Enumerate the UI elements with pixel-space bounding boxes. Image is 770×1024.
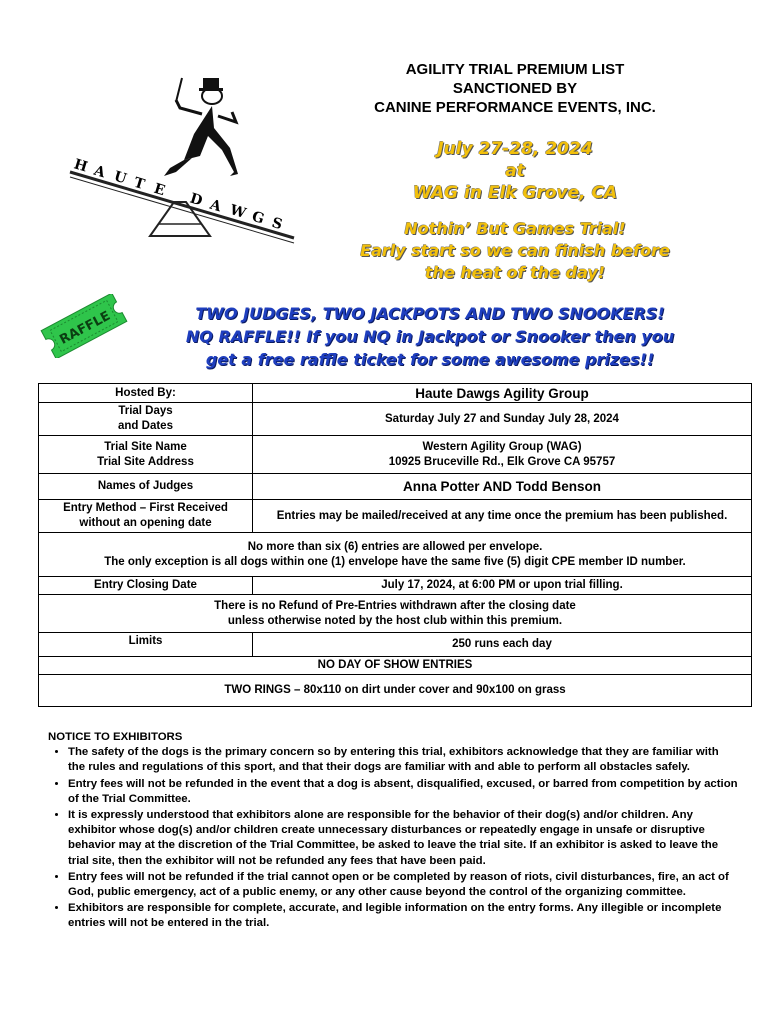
- entry-method-label: [39, 500, 253, 533]
- logo-letter: H: [71, 156, 90, 176]
- tagline: [320, 218, 710, 284]
- table-row: [39, 436, 752, 474]
- list-item: • Entry fees will not be refunded if the trial cannot open or be completed by reason of riots, civil disturbances, fire, an act of God, public emergency, act of a public enemy, or any other cause beyond the control of the organizing committee.: [68, 870, 738, 900]
- rings-info: TWO RINGS – 80x110 on dirt under cover and 90x100 on grass: [39, 675, 752, 707]
- trial-site-address: 10925 Bruceville Rd., Elk Grove CA 95757: [388, 455, 616, 468]
- no-day-of-show: NO DAY OF SHOW ENTRIES: [39, 657, 752, 675]
- raffle-ticket-icon: [36, 294, 132, 358]
- haute-dawgs-logo: [62, 64, 302, 246]
- table-row: [39, 474, 752, 500]
- list-item: • The safety of the dogs is the primary concern so by entering this trial, exhibitors acknowledge that they are familiar with the rules and regulations of this sport, and that their dogs are familiar with and able to perform all obstacles safely.: [68, 745, 738, 775]
- hosted-by-value: Haute Dawgs Agility Group: [253, 384, 752, 403]
- table-row: [39, 657, 752, 675]
- logo-letter: D: [187, 190, 205, 210]
- entry-method-label-line1: Entry Method – First Received: [63, 502, 228, 514]
- hosted-by-label: Hosted By:: [39, 384, 253, 403]
- entry-method-label-line2: without an opening date: [79, 517, 212, 529]
- table-row: [39, 577, 752, 595]
- envelope-rule-line2: The only exception is all dogs within one (1) envelope have the same five (5) digit CPE member ID number.: [104, 555, 686, 568]
- table-row: [39, 384, 752, 403]
- limits-value: 250 runs each day: [253, 633, 752, 657]
- premium-header: [340, 60, 690, 117]
- tagline-line-1: Nothin’ But Games Trial!: [404, 219, 626, 238]
- header-line-3: CANINE PERFORMANCE EVENTS, INC.: [374, 99, 656, 116]
- event-venue: WAG in Elk Grove, CA: [412, 183, 618, 203]
- table-row: [39, 403, 752, 436]
- notice-title: NOTICE TO EXHIBITORS: [48, 731, 183, 743]
- limits-label: Limits: [39, 633, 253, 657]
- logo-letter: U: [111, 168, 129, 188]
- event-dates: July 27-28, 2024: [437, 139, 593, 159]
- list-item: • Exhibitors are responsible for complete, accurate, and legible information on the entry forms. Any illegible or incomplete entries will not be entered in the trial.: [68, 901, 738, 931]
- trial-info-table: [38, 383, 752, 707]
- refund-line1: There is no Refund of Pre-Entries withdrawn after the closing date: [214, 599, 576, 612]
- banner-line-3: get a free raffle ticket for some awesome prizes!!: [205, 350, 655, 369]
- trial-days-value: Saturday July 27 and Sunday July 28, 2024: [253, 403, 752, 436]
- banner-line-1: TWO JUDGES, TWO JACKPOTS AND TWO SNOOKERS!: [195, 304, 665, 323]
- trial-site-label: [39, 436, 253, 474]
- judges-value: Anna Potter AND Todd Benson: [253, 474, 752, 500]
- header-line-2: SANCTIONED BY: [452, 80, 578, 97]
- banner-line-2: NQ RAFFLE!! If you NQ in Jackpot or Snooker then you: [185, 327, 675, 346]
- table-row: [39, 633, 752, 657]
- logo-letter: T: [131, 174, 147, 194]
- trial-site-value: [253, 436, 752, 474]
- entry-method-value: Entries may be mailed/received at any time once the premium has been published.: [253, 500, 752, 533]
- trial-days-label-line2: and Dates: [118, 420, 173, 432]
- refund-line2: unless otherwise noted by the host club within this premium.: [227, 614, 563, 627]
- list-item: • Entry fees will not be refunded in the event that a dog is absent, disqualified, excused, or barred from competition by action of the Trial Committee.: [68, 777, 738, 807]
- logo-letter: S: [269, 214, 285, 234]
- judges-label: Names of Judges: [39, 474, 253, 500]
- list-item: • It is expressly understood that exhibitors alone are responsible for the behavior of their dog(s) and/or children. Any exhibitor whose dog(s) and/or children create unnecessary disturbances or repeatedly engage in unsafe or disruptive behavior may at the discretion of the Trial Committee, be asked to leave the trial site. If an exhibitor is asked to leave the trial site, then the exhibitor will not be refunded any fees that have been paid.: [68, 808, 738, 869]
- envelope-rule-line1: No more than six (6) entries are allowed per envelope.: [247, 540, 543, 553]
- envelope-rule: [39, 533, 752, 577]
- logo-letter: E: [151, 180, 167, 200]
- logo-letter: G: [249, 208, 267, 228]
- raffle-text: RAFFLE: [57, 308, 113, 348]
- table-row: [39, 533, 752, 577]
- closing-date-label: Entry Closing Date: [39, 577, 253, 595]
- table-row: [39, 595, 752, 633]
- trial-days-label: [39, 403, 253, 436]
- event-info: [340, 138, 690, 204]
- refund-policy: [39, 595, 752, 633]
- logo-letter: W: [228, 202, 248, 222]
- event-at: at: [505, 161, 525, 181]
- table-row: [39, 500, 752, 533]
- trial-site-label-line2: Trial Site Address: [97, 455, 194, 468]
- trial-days-label-line1: Trial Days: [118, 405, 173, 417]
- notice-list: [48, 745, 738, 931]
- trial-site-label-line1: Trial Site Name: [104, 440, 187, 453]
- tagline-line-3: the heat of the day!: [424, 263, 606, 282]
- header-line-1: AGILITY TRIAL PREMIUM LIST: [405, 61, 625, 78]
- logo-letter: A: [207, 196, 223, 216]
- tagline-line-2: Early start so we can finish before: [360, 241, 670, 260]
- games-banner: [140, 302, 720, 371]
- logo-letter: A: [91, 162, 107, 182]
- trial-site-name: Western Agility Group (WAG): [422, 440, 582, 453]
- table-row: [39, 675, 752, 707]
- notice-to-exhibitors: [48, 730, 738, 933]
- closing-date-value: July 17, 2024, at 6:00 PM or upon trial filling.: [253, 577, 752, 595]
